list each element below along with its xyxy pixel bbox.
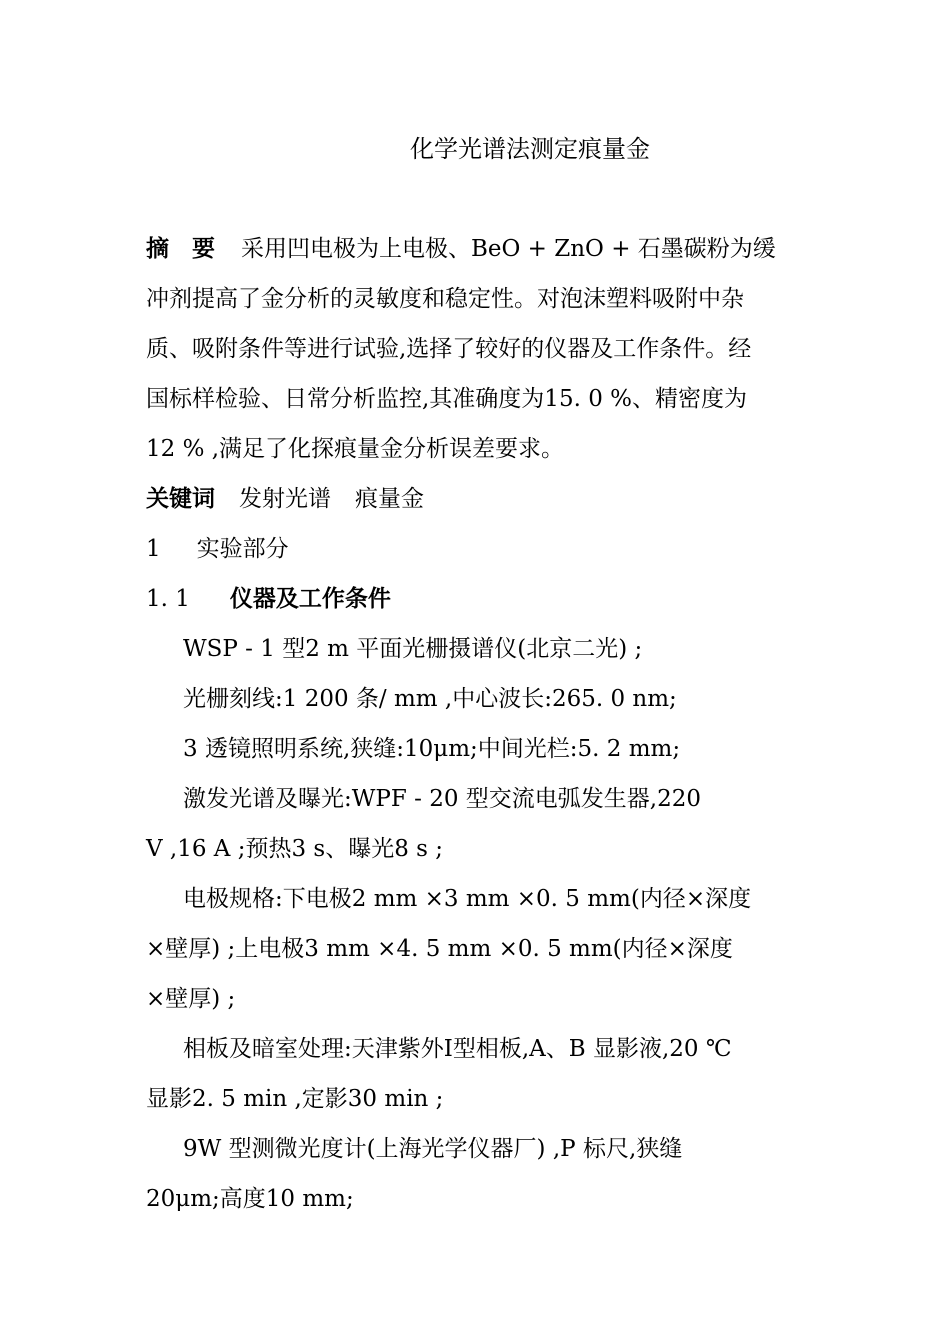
body-line: 显影2. 5 min ,定影30 min ; xyxy=(146,1086,444,1112)
keywords-line xyxy=(146,484,816,514)
section-heading-1-1 xyxy=(146,584,816,614)
keyword-1: 发射光谱 xyxy=(239,486,331,512)
body-line: 9W 型测微光度计(上海光学仪器厂) ,P 标尺,狭缝 xyxy=(183,1136,683,1162)
abstract-line-1 xyxy=(146,234,816,264)
body-line: ×壁厚) ; xyxy=(146,986,236,1012)
abstract-line-3: 质、吸附条件等进行试验,选择了较好的仪器及工作条件。经 xyxy=(146,336,752,362)
body-line: 20μm;高度10 mm; xyxy=(146,1186,354,1212)
section-heading-1 xyxy=(146,534,816,564)
document-title: 化学光谱法测定痕量金 xyxy=(410,135,650,163)
body-line: 相板及暗室处理:天津紫外Ⅰ型相板,A、B 显影液,20 ℃ xyxy=(183,1036,732,1062)
body-line: WSP - 1 型2 m 平面光栅摄谱仪(北京二光) ; xyxy=(183,636,643,662)
abstract-text: 采用凹电极为上电极、BeO + ZnO + 石墨碳粉为缓 xyxy=(241,236,776,262)
body-line: 电极规格:下电极2 mm ×3 mm ×0. 5 mm(内径×深度 xyxy=(183,886,752,912)
abstract-line-2: 冲剂提高了金分析的灵敏度和稳定性。对泡沫塑料吸附中杂 xyxy=(146,286,744,312)
abstract-line-5: 12 % ,满足了化探痕量金分析误差要求。 xyxy=(146,436,565,462)
body-line: V ,16 A ;预热3 s、曝光8 s ; xyxy=(146,836,444,862)
body-line: 光栅刻线:1 200 条/ mm ,中心波长:265. 0 nm; xyxy=(183,686,677,712)
section-title: 实验部分 xyxy=(196,536,289,562)
subsection-number: 1. 1 xyxy=(146,586,190,612)
body-line: ×壁厚) ;上电极3 mm ×4. 5 mm ×0. 5 mm(内径×深度 xyxy=(146,936,733,962)
keywords-label: 关键词 xyxy=(146,485,215,512)
body-line: 激发光谱及曝光:WPF - 20 型交流电弧发生器,220 xyxy=(183,786,702,812)
keyword-2: 痕量金 xyxy=(355,486,424,512)
abstract-label: 摘 要 xyxy=(146,235,215,262)
section-number: 1 xyxy=(146,536,161,562)
abstract-line-4: 国标样检验、日常分析监控,其准确度为15. 0 %、精密度为 xyxy=(146,386,747,412)
subsection-title: 仪器及工作条件 xyxy=(229,585,391,612)
body-line: 3 透镜照明系统,狭缝:10μm;中间光栏:5. 2 mm; xyxy=(183,736,681,762)
